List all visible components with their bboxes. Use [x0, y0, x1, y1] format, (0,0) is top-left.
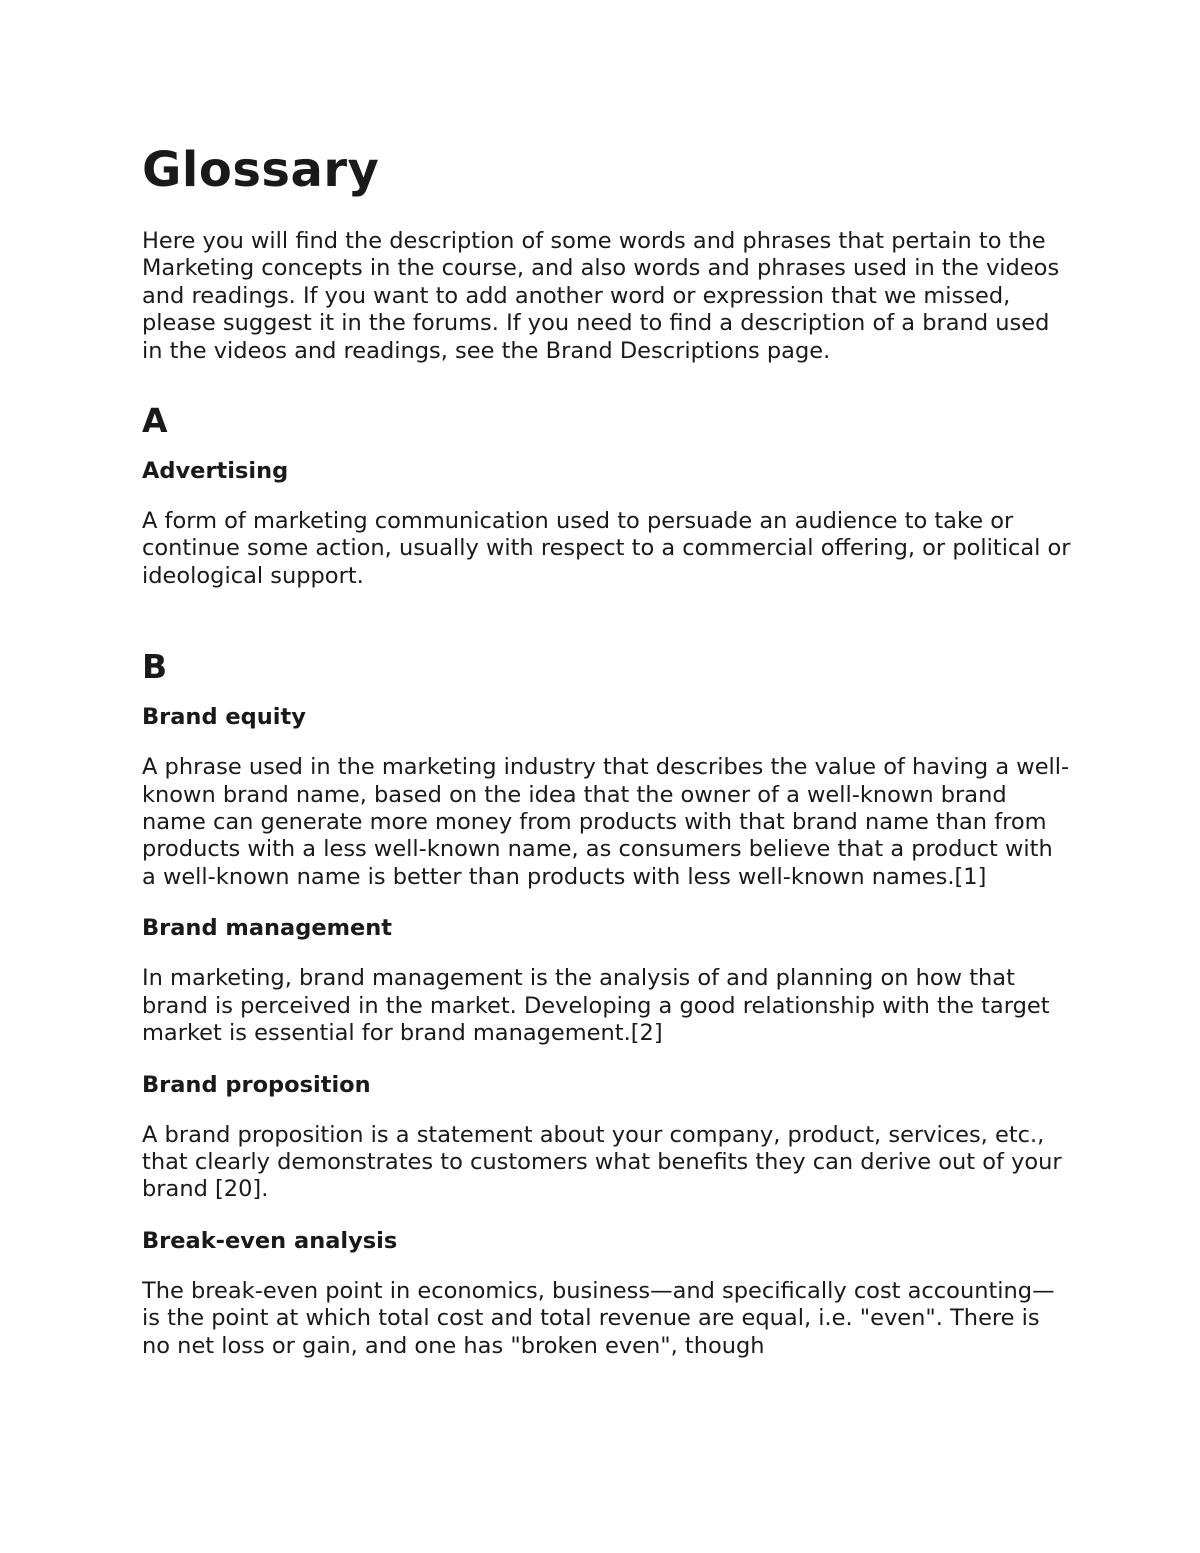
section-a	[142, 401, 1072, 590]
section-letter: B	[142, 647, 168, 687]
glossary-entry-break-even-analysis	[142, 1227, 1072, 1360]
glossary-definition: In marketing, brand management is the analysis of and planning on how that brand is perceived in the market. Developing a good relationship with the target market is essential for brand management.[2]	[142, 965, 1050, 1047]
glossary-term: Break-even analysis	[142, 1227, 398, 1254]
section-letter: A	[142, 401, 168, 441]
glossary-entry-brand-management	[142, 914, 1072, 1047]
intro-paragraph: Here you will find the description of some words and phrases that pertain to the Marketing concepts in the course, and also words and phrases used in the videos and readings. If you want to add another word or expression that we missed, please suggest it in the forums. If you need to find a description of a brand used in the videos and readings, see the Brand Descriptions page.	[142, 228, 1060, 364]
document-page	[142, 140, 1072, 1383]
glossary-term: Brand proposition	[142, 1071, 371, 1098]
glossary-term: Advertising	[142, 458, 289, 485]
page-title: Glossary	[142, 142, 380, 198]
glossary-definition: A brand proposition is a statement about your company, product, services, etc., that clearly demonstrates to customers what benefits they can derive out of your brand [20].	[142, 1121, 1062, 1203]
glossary-term: Brand equity	[142, 704, 306, 731]
glossary-definition: A phrase used in the marketing industry that describes the value of having a well-known brand name, based on the idea that the owner of a well-known brand name can generate more money from products with that brand name than from products with a less well-known name, as consumers believe that a product with a well-known name is better than products with less well-known names.[1]	[142, 754, 1070, 890]
glossary-term: Brand management	[142, 915, 393, 942]
glossary-definition: A form of marketing communication used to persuade an audience to take or continue some action, usually with respect to a commercial offering, or political or ideological support.	[142, 508, 1071, 589]
glossary-definition: The break-even point in economics, business—and specifically cost accounting—is the point at which total cost and total revenue are equal, i.e. "even". There is no net loss or gain, and one has "broken even", though	[142, 1277, 1055, 1359]
section-b	[142, 647, 1072, 1360]
glossary-entry-brand-equity	[142, 703, 1072, 891]
glossary-entry-advertising	[142, 457, 1072, 590]
glossary-entry-brand-proposition	[142, 1071, 1072, 1204]
